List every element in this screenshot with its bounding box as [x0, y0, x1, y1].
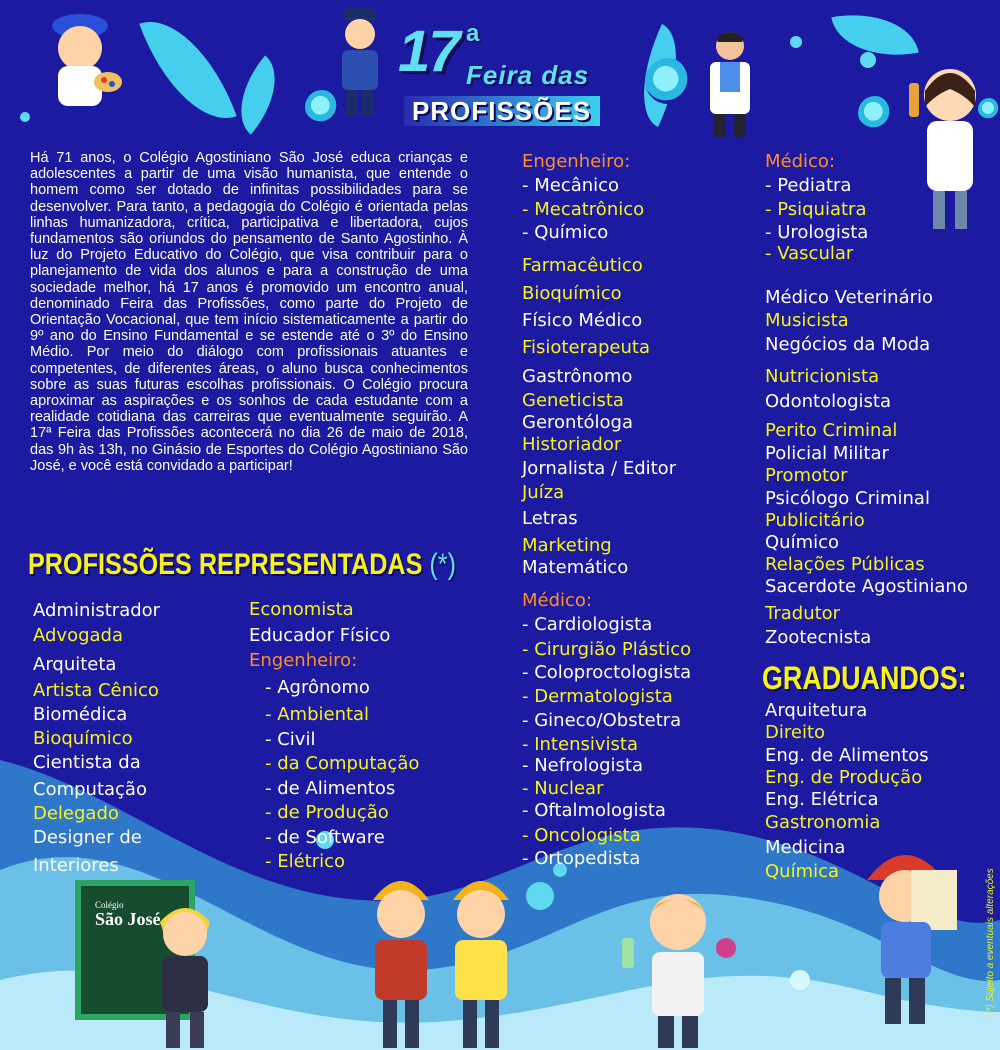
col2-item: - Ambiental — [265, 704, 370, 725]
col3-item: - Dermatologista — [522, 686, 673, 707]
col3-item: - Nuclear — [522, 778, 604, 799]
graduandos-item: Eng. de Alimentos — [765, 745, 929, 766]
student-boy-illustration — [150, 900, 220, 1050]
col3-item: Médico: — [522, 590, 593, 611]
col2-item: - Elétrico — [265, 851, 346, 872]
col1-item: Computação — [33, 779, 147, 800]
col3-item: - Ortopedista — [522, 848, 641, 869]
graduandos-item: Arquitetura — [765, 700, 868, 721]
col1-item: Artista Cênico — [33, 680, 159, 701]
col3-item: - Cardiologista — [522, 614, 653, 635]
worker-woman-illustration — [365, 862, 437, 1050]
col4-item: Relações Públicas — [765, 554, 925, 575]
painter-kid-illustration — [30, 8, 130, 113]
col1-item: Delegado — [33, 803, 119, 824]
col4-item: Tradutor — [765, 603, 841, 624]
col4-item: Zootecnista — [765, 627, 872, 648]
col4-item: - Urologista — [765, 222, 869, 243]
col2-item: - de Software — [265, 827, 385, 848]
col3-item: - Gineco/Obstetra — [522, 710, 682, 731]
col3-item: Matemático — [522, 557, 629, 578]
col4-item: Musicista — [765, 310, 849, 331]
col4-item: Nutricionista — [765, 366, 880, 387]
decor-bubble — [790, 36, 802, 48]
col4-item: - Vascular — [765, 243, 854, 264]
col3-item: Letras — [522, 508, 578, 529]
decor-bubble — [860, 52, 876, 68]
graduandos-item: Gastronomia — [765, 812, 881, 833]
col3-item: Farmacêutico — [522, 255, 643, 276]
col4-item: Psicólogo Criminal — [765, 488, 930, 509]
graduandos-item: Eng. Elétrica — [765, 789, 879, 810]
title-line2: PROFISSÕES — [412, 96, 592, 126]
col3-item: - Cirurgião Plástico — [522, 639, 692, 660]
col4-item: Sacerdote Agostiniano — [765, 576, 968, 597]
col2-item: Engenheiro: — [249, 650, 358, 671]
col3-item: - Oncologista — [522, 825, 641, 846]
col1-item: Designer de — [33, 827, 142, 848]
footnote: (*) Sujeito a eventuais alterações — [985, 868, 996, 1015]
col1-item: Advogada — [33, 625, 123, 646]
decor-leaf — [139, 3, 236, 136]
col1-item: Arquiteta — [33, 654, 117, 675]
graduandos-heading: GRADUANDOS: — [762, 660, 967, 696]
title-ordinal: a — [466, 20, 480, 47]
col3-item: - Mecânico — [522, 175, 620, 196]
col4-item: Médico Veterinário — [765, 287, 934, 308]
col3-item: - Químico — [522, 222, 609, 243]
decor-leaf — [220, 55, 296, 134]
col4-item: Promotor — [765, 465, 848, 486]
col3-item: Historiador — [522, 434, 622, 455]
section-heading-mark: (*) — [429, 548, 457, 581]
col3-item: - Nefrologista — [522, 755, 644, 776]
col3-item: Fisioterapeuta — [522, 337, 650, 358]
decor-bubble — [20, 112, 30, 122]
engineer-boy-illustration — [855, 830, 965, 1030]
school-logo-small: Colégio — [95, 900, 124, 910]
col4-item: Negócios da Moda — [765, 334, 931, 355]
col1-item: Cientista da — [33, 752, 141, 773]
col1-item: Administrador — [33, 600, 161, 621]
intro-paragraph: Há 71 anos, o Colégio Agostiniano São José educa crianças e adolescentes a partir de uma visão humanista, que entende o homem como ser dotado de infinitas possibilidades para se desenvolver. Para tanto, a pedagogia do Colégio é orientada pelas linhas humanizadora, crítica, participativa e libertadora, cujos fundamentos são oriundos do pensamento de Santo Agostinho. À luz do Projeto Educativo do Colégio, que visa contribuir para o planejamento de vida dos alunos e para a construção de uma sociedade melhor, há 17 anos é promovido um encontro anual, denominado Feira das Profissões, como parte do Projeto de Orientação Vocacional, que tem início sistematicamente a partir do 9º ano do Ensino Fundamental e se estende até o 3º do Ensino Médio. Por meio do diálogo com profissionais atuantes e competentes, de diferentes áreas, o aluno busca conhecimentos sobre as suas futuras escolhas profissionais. O Colégio procura aproximar as aspirações e os sonhos de cada estudante com a realidade cotidiana das carreiras que eventualmente seguirão. A 17ª Feira das Profissões acontecerá no dia 26 de maio de 2018, das 9h às 13h, no Ginásio de Esportes do Colégio Agostiniano São José, e você está convidado a participar! — [30, 150, 468, 474]
col1-item: Biomédica — [33, 704, 128, 725]
col2-item: - da Computação — [265, 753, 420, 774]
col2-item: - de Alimentos — [265, 778, 396, 799]
scientist-girl-illustration — [905, 55, 995, 235]
col4-item: - Pediatra — [765, 175, 852, 196]
col3-item: Juíza — [522, 482, 565, 503]
col4-item: - Psiquiatra — [765, 199, 867, 220]
doctor-illustration — [702, 28, 758, 140]
section-heading — [28, 548, 456, 582]
col3-item: - Mecatrônico — [522, 199, 645, 220]
event-title — [396, 14, 601, 126]
school-logo-name: São José — [95, 909, 161, 929]
col2-item: Economista — [249, 599, 354, 620]
title-line1: Feira das — [466, 60, 590, 90]
col1-item: Interiores — [33, 855, 119, 876]
decor-bubble — [645, 58, 691, 104]
decor-bubble — [858, 96, 892, 130]
graduandos-item: Medicina — [765, 837, 846, 858]
chemist-boy-illustration — [618, 882, 738, 1050]
col3-item: Físico Médico — [522, 310, 643, 331]
col4-item: Químico — [765, 532, 840, 553]
col4-item: Odontologista — [765, 391, 891, 412]
graduandos-item: Eng. de Produção — [765, 767, 923, 788]
col3-item: Geneticista — [522, 390, 624, 411]
col3-item: - Intensivista — [522, 734, 638, 755]
col2-item: - de Produção — [265, 802, 389, 823]
col3-item: Bioquímico — [522, 283, 622, 304]
col2-item: Educador Físico — [249, 625, 391, 646]
col3-item: Engenheiro: — [522, 151, 631, 172]
col3-item: - Coloproctologista — [522, 662, 692, 683]
col3-item: Gastrônomo — [522, 366, 633, 387]
col4-item: Médico: — [765, 151, 836, 172]
section-heading-text: PROFISSÕES REPRESENTADAS — [28, 548, 423, 581]
graduandos-item: Direito — [765, 722, 826, 743]
title-number: 17 — [398, 19, 459, 84]
graduandos-item: Química — [765, 861, 840, 882]
col4-item: Policial Militar — [765, 443, 889, 464]
col2-item: - Civil — [265, 729, 316, 750]
col3-item: Jornalista / Editor — [522, 458, 677, 479]
col3-item: - Oftalmologista — [522, 800, 666, 821]
police-officer-illustration — [330, 6, 390, 118]
col2-item: - Agrônomo — [265, 677, 370, 698]
col3-item: Marketing — [522, 535, 612, 556]
col3-item: Gerontóloga — [522, 412, 633, 433]
worker-man-illustration — [445, 862, 517, 1050]
col1-item: Bioquímico — [33, 728, 133, 749]
col4-item: Perito Criminal — [765, 420, 898, 441]
col4-item: Publicitário — [765, 510, 865, 531]
